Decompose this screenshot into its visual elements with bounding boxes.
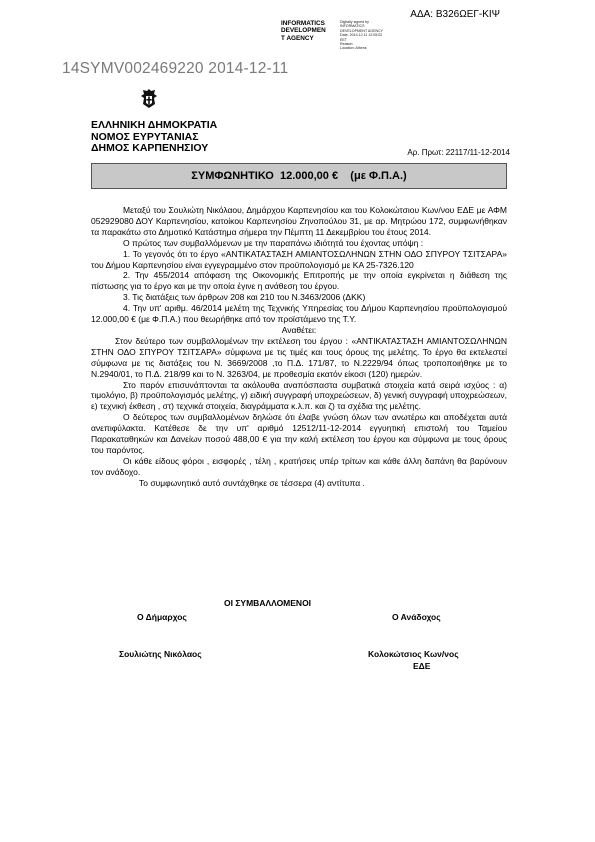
mayor-name: Σουλιώτης Νικόλαος [119, 649, 202, 659]
considerations-item-1: 1. Το γεγονός ότι το έργο «ΑΝΤΙΚΑΤΑΣΤΑΣΗ ΑΜΙΑΝΤΟΣΩΛΗΝΩΝ ΣΤΗΝ ΟΔΟ ΣΠΥΡΟΥ ΤΣΙΤΣΑΡΑ» του Δήμου Καρπενησίου είναι εγγεγραμμένο στον προϋπολογισμό με ΚΑ 25-7326.120 [91, 248, 507, 270]
document-id: 14SYMV002469220 2014-12-11 [62, 60, 289, 77]
signatories-heading: ΟΙ ΣΥΜΒΑΛΛΟΜΕΝΟΙ [224, 598, 312, 608]
intro-paragraph: Μεταξύ του Σουλιώτη Νικόλαου, Δημάρχου Καρπενησίου και του Κολοκώτσιου Κων/νου ΕΔΕ με ΑΦΜ 052929080 ΔΟΥ Καρπενησίου, κατοίκου Καρπενησίου Ζηνοπούλου 31, με αρ. Μητρώου 172, συμφωνήθηκαν τα παρακάτω στο Δημοτικό Κατάστημα σήμερα την Πέμπτη 11 Δεκεμβρίου του έτους 2014. [91, 205, 507, 237]
considerations-item-2: 2. Την 455/2014 απόφαση της Οικονομικής Επιτροπής με την οποία εγκρίνεται η διάθεση της πίστωσης για το έργο και με την οποία έγινε η ανάθεση του έργου. [91, 270, 507, 292]
contractor-role: Ο Ανάδοχος [392, 612, 441, 622]
signature-metadata: Digitally signed by INFORMATICS DEVELOPMENT AGENCY Date: 2014.12.11 12:05:02 EET Reason: Location: Athens [340, 20, 384, 51]
copies-paragraph: Το συμφωνητικό αυτό συντάχθηκε σε τέσσερα (4) αντίτυπα . [139, 477, 365, 488]
first-party-paragraph: Ο πρώτος των συμβαλλόμενων με την παραπάνω ιδιότητά του έχοντας υπόψη : [123, 237, 424, 248]
ada-code: ΑΔΑ: Β326ΩΕΓ-ΚΙΨ [410, 9, 500, 20]
contractor-title: ΕΔΕ [413, 661, 431, 671]
greek-coat-of-arms-icon [139, 88, 159, 110]
considerations-item-4: 4. Την υπ' αριθμ. 46/2014 μελέτη της Τεχνικής Υπηρεσίας του Δήμου Καρπενησίου προϋπολογισμού 12.000,00 € (με Φ.Π.Α.) που θεωρήθηκε από τον προϊστάμενο της Τ.Υ. [91, 303, 507, 325]
contractor-name: Κολοκώτσιος Κων/νος [368, 649, 459, 659]
guarantee-paragraph: Ο δεύτερος των συμβαλλομένων δηλώσε ότι έλαβε γνώση όλων των ανωτέρω και αποδέχεται αυτά ανεπιφύλακτα. Κατέθεσε δε την υπ' αριθμό 12512/11-12-2014 εγγυητική επιστολή του Ταμείου Παρακαταθηκών και Δανείων ποσού 488,00 € για την καλή εκτέλεση του έργου και σύμφωνα με τους όρους του παρόντος. [91, 412, 507, 455]
mayor-role: Ο Δήμαρχος [137, 612, 187, 622]
considerations-item-3: 3. Τις διατάξεις των άρθρων 208 και 210 του Ν.3463/2006 (ΔΚΚ) [123, 292, 366, 303]
assigns-heading: Αναθέτει: [281, 324, 317, 335]
digital-signature-block [281, 20, 390, 51]
protocol-number: Αρ. Πρωτ: 22117/11-12-2014 [407, 148, 510, 157]
taxes-paragraph: Οι κάθε είδους φόροι , εισφορές , τέλη , κρατήσεις υπέρ τρίτων και κάθε άλλη δαπάνη θα βαρύνουν τον ανάδοχο. [91, 455, 507, 477]
signing-agency: INFORMATICS DEVELOPMEN T AGENCY [281, 20, 326, 42]
documents-paragraph: Στο παρόν επισυνάπτονται τα ακόλουθα αναπόσπαστα συμβατικά στοιχεία κατά σειρά ισχύος : α) τιμολόγιο, β) προϋπολογισμός μελέτης, γ) ειδική συγγραφή υποχρεώσεων, δ) γενική συγγραφή υποχρεώσεων, ε) τεχνική έκθεση , στ) τεχνικά στοιχεία, διαγράμματα κ.λ.π. και ζ) τα σχέδια της μελέτης. [91, 379, 507, 412]
document-title: ΣΥΜΦΩΝΗΤΙΚΟ 12.000,00 € (με Φ.Π.Α.) [91, 163, 507, 189]
issuing-authority: ΕΛΛΗΝΙΚΗ ΔΗΜΟΚΡΑΤΙΑ ΝΟΜΟΣ ΕΥΡΥΤΑΝΙΑΣ ΔΗΜΟΣ ΚΑΡΠΕΝΗΣΙΟΥ [91, 119, 218, 154]
contract-body [91, 205, 507, 489]
second-party-paragraph: Στον δεύτερο των συμβαλλομένων την εκτέλεση του έργου : «ΑΝΤΙΚΑΤΑΣΤΑΣΗ ΑΜΙΑΝΤΟΣΩΛΗΝΩΝ ΣΤΗΝ ΟΔΟ ΣΠΥΡΟΥ ΤΣΙΤΣΑΡΑ» σύμφωνα με τις τιμές και τους όρους της μελέτης. Το έργο θα εκτελεστεί σύμφωνα με τις διατάξεις του Ν. 3669/2008 ,το Π.Δ. 171/87, το Ν.2229/94 όπως τροποποιήθηκε με το Ν.2940/01, το Π.Δ. 218/99 και το Ν. 3263/04, με προθεσμία εκατόν είκοσι (120) ημερών. [91, 335, 507, 379]
